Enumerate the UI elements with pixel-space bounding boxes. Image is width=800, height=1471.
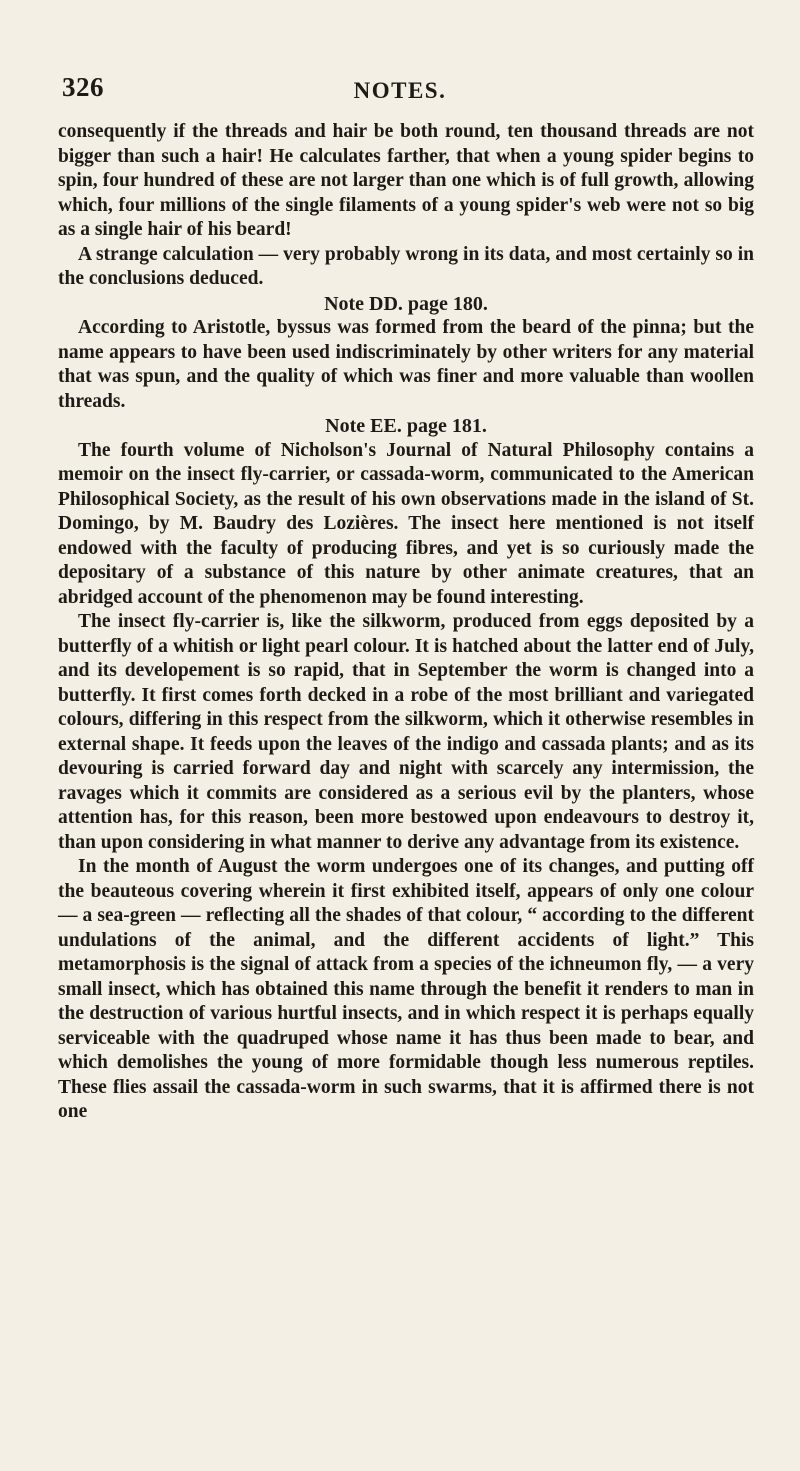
page-body <box>58 120 754 1125</box>
paragraph: A strange calculation — very probably wrong in its data, and most certainly so in the conclusions deduced. <box>58 243 754 289</box>
page-number: 326 <box>62 72 104 102</box>
note-dd-heading: Note DD. page 180. <box>324 292 488 315</box>
note-ee-paragraph: The insect fly-carrier is, like the silkworm, produced from eggs deposited by a butterfly of a whitish or light pearl colour. It is hatched about the latter end of July, and its developement is so rapid, that in September the worm is changed into a butterfly. It first comes forth decked in a robe of the most brilliant and variegated colours, differing in this respect from the silkworm, which it otherwise resembles in external shape. It feeds upon the leaves of the indigo and cassada plants; and as its devouring is carried forward day and night with scarcely any intermission, the ravages which it commits are considered as a serious evil by the planters, whose attention has, for this reason, been more bestowed upon endeavours to destroy it, than upon considering in what manner to derive any advantage from its existence. <box>58 611 754 853</box>
paragraph-continued: consequently if the threads and hair be both round, ten thousand threads are not bigger than such a hair! He calculates farther, that when a young spider begins to spin, four hundred of these are not larger than one which is of full growth, allowing which, four millions of the single filaments of a young spider's web were not so big as a single hair of his beard! <box>58 121 754 240</box>
running-head: NOTES. <box>353 78 447 103</box>
note-ee-paragraph: The fourth volume of Nicholson's Journal of Natural Philosophy contains a memoir on the insect fly-carrier, or cassada-worm, communicated to the American Philosophical Society, as the result of his own observations made in the island of St. Domingo, by M. Baudry des Lozières. The insect here mentioned is not itself endowed with the faculty of producing fibres, and yet is so curiously made the depositary of a substance of this nature by other animate creatures, that an abridged account of the phenomenon may be found interesting. <box>58 439 754 608</box>
note-dd-paragraph: According to Aristotle, byssus was formed from the beard of the pinna; but the name appears to have been used indiscriminately by other writers for any material that was spun, and the quality of which was finer and more valuable than woollen threads. <box>58 317 754 412</box>
note-ee-paragraph: In the month of August the worm undergoes one of its changes, and putting off the beauteous covering wherein it first exhibited itself, appears of only one colour — a sea-green — reflecting all the shades of that colour, “ according to the different undulations of the animal, and the different accidents of light.” This metamorphosis is the signal of attack from a species of the ichneumon fly, — a very small insect, which has obtained this name through the benefit it renders to man in the destruction of various hurtful insects, and in which respect it is perhaps equally serviceable with the quadruped whose name it has thus been made to bear, and which demolishes the young of more formidable though less numerous reptiles. These flies assail the cassada-worm in such swarms, that it is affirmed there is not one <box>58 856 754 1122</box>
note-ee-heading: Note EE. page 181. <box>325 415 487 437</box>
